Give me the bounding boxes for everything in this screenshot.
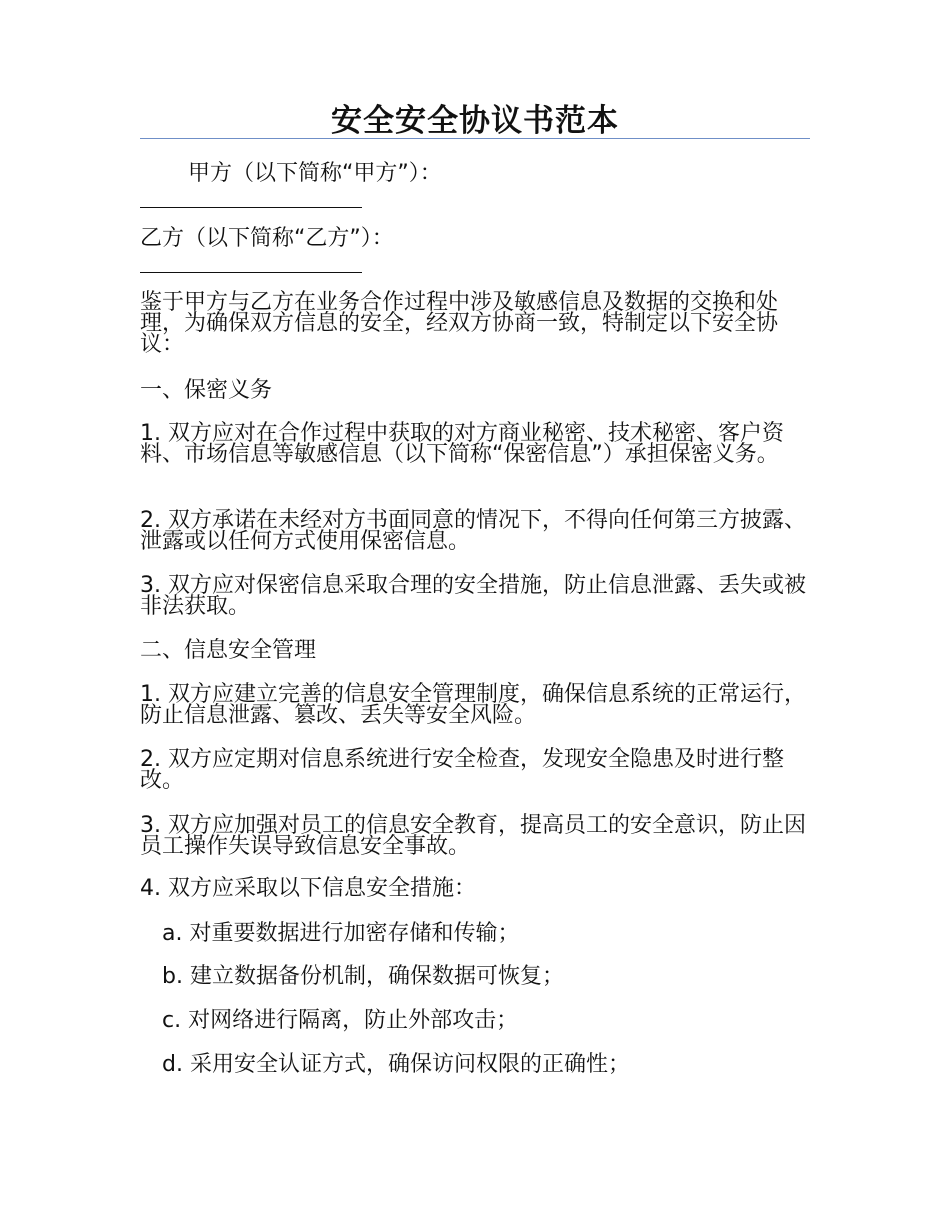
- document-title: 安全安全协议书范本: [331, 103, 619, 139]
- confidentiality-clause-2: 2. 双方承诺在未经对方书面同意的情况下，不得向任何第三方披露、泄露或以任何方式使用保密信息。: [140, 508, 806, 554]
- party-a-blank: [140, 207, 362, 208]
- security-clause-1: 1. 双方应建立完善的信息安全管理制度，确保信息系统的正常运行，防止信息泄露、篡改、丢失等安全风险。: [140, 682, 806, 728]
- security-measure-a: a. 对重要数据进行加密存储和传输；: [162, 921, 520, 946]
- security-clause-4: 4. 双方应采取以下信息安全措施：: [140, 876, 476, 901]
- intro-paragraph: 鉴于甲方与乙方在业务合作过程中涉及敏感信息及数据的交换和处理，为确保双方信息的安全，经双方协商一致，特制定以下安全协议：: [140, 290, 779, 357]
- security-measure-b: b. 建立数据备份机制，确保数据可恢复；: [162, 964, 564, 989]
- party-b-blank: [140, 272, 362, 273]
- security-measure-d: d. 采用安全认证方式，确保访问权限的正确性；: [162, 1052, 630, 1077]
- party-a-line: 甲方（以下简称“甲方”）：: [188, 161, 442, 186]
- section-heading-confidentiality: 一、保密义务: [140, 378, 273, 403]
- title-underline: [140, 138, 810, 139]
- security-measure-c: c. 对网络进行隔离，防止外部攻击；: [162, 1008, 519, 1033]
- section-heading-security-management: 二、信息安全管理: [140, 638, 317, 663]
- party-b-line: 乙方（以下简称“乙方”）：: [140, 226, 394, 251]
- security-clause-3: 3. 双方应加强对员工的信息安全教育，提高员工的安全意识，防止因员工操作失误导致信息安全事故。: [140, 813, 806, 859]
- confidentiality-clause-1: 1. 双方应对在合作过程中获取的对方商业秘密、技术秘密、客户资料、市场信息等敏感信息（以下简称“保密信息”）承担保密义务。: [140, 421, 784, 467]
- confidentiality-clause-3: 3. 双方应对保密信息采取合理的安全措施，防止信息泄露、丢失或被非法获取。: [140, 573, 806, 619]
- security-clause-2: 2. 双方应定期对信息系统进行安全检查，发现安全隐患及时进行整改。: [140, 747, 784, 793]
